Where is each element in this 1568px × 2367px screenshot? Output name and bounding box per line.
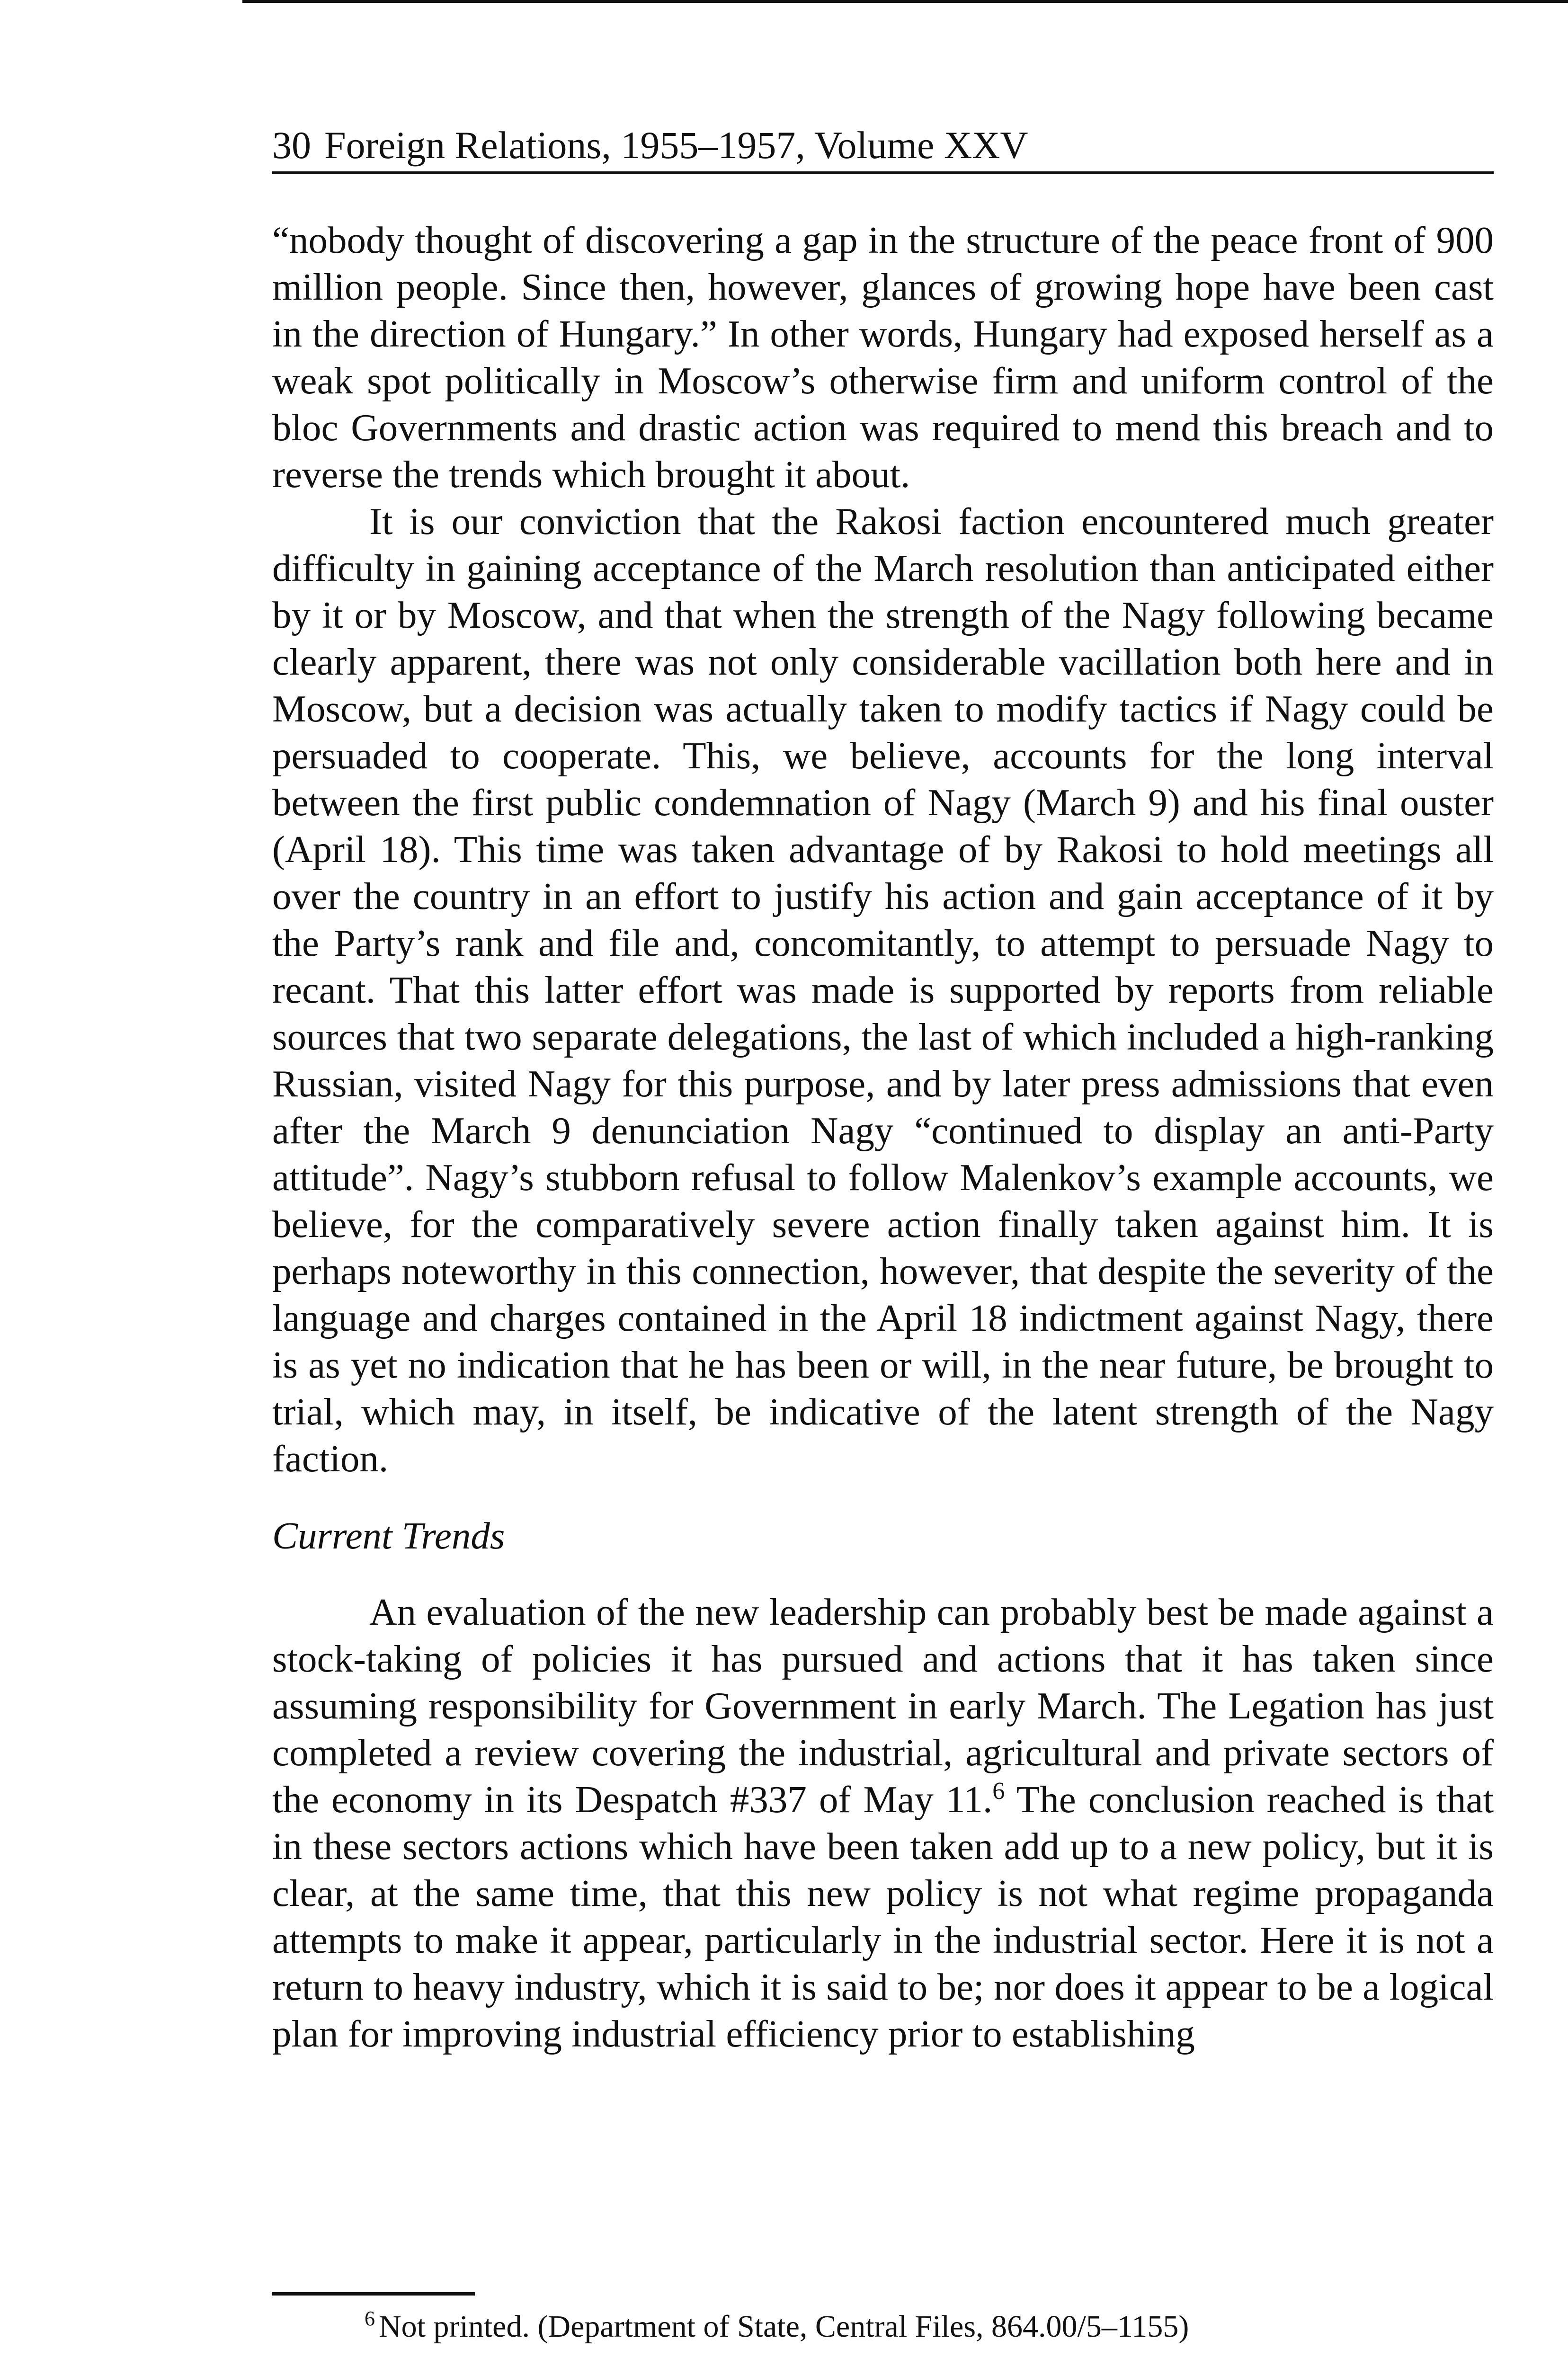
page-number: 30 [272, 124, 311, 167]
footnote-text: Not printed. (Department of State, Central Files, 864.00/5–1155) [379, 2309, 1189, 2344]
paragraph-2: It is our conviction that the Rakosi faction encountered much greater difficulty in gaining acceptance of the March resolution than anticipated either by it or by Moscow, and that when the strength of the Nagy following became clearly apparent, there was not only considerable vacillation both here and in Moscow, but a decision was actually taken to modify tactics if Nagy could be persuaded to cooperate. This, we believe, accounts for the long interval between the first public condemnation of Nagy (March 9) and his final ouster (April 18). This time was taken advantage of by Rakosi to hold meetings all over the country in an effort to justify his action and gain acceptance of it by the Party’s rank and file and, concomitantly, to attempt to persuade Nagy to recant. That this latter effort was made is supported by reports from reliable sources that two separate delegations, the last of which included a high-ranking Russian, visited Nagy for this purpose, and by later press admissions that even after the March 9 denunciation Nagy “continued to display an anti-Party attitude”. Nagy’s stubborn refusal to follow Malenkov’s example accounts, we believe, for the comparatively severe action finally taken against him. It is perhaps noteworthy in this connection, however, that despite the severity of the language and charges contained in the April 18 indictment against Nagy, there is as yet no indication that he has been or will, in the near future, be brought to trial, which may, in itself, be indicative of the latent strength of the Nagy faction. [272, 500, 1494, 1480]
running-head [272, 119, 1494, 174]
footnote [365, 2305, 1453, 2348]
footnote-separator [272, 2292, 475, 2296]
paragraph-3-text-a: An evaluation of the new leadership can probably best be made against a stock-taking of policies it has pursued and actions that it has taken since assuming responsibility for Government in early March. The Legation has just completed a review covering the industrial, agricultural and private sectors of the economy in its Despatch #337 of May 11. [272, 1591, 1494, 1821]
running-head-title: Foreign Relations, 1955–1957, Volume XXV [324, 124, 1028, 167]
paragraph-3 [272, 1589, 1494, 2057]
scan-top-edge-rule [242, 0, 1568, 3]
body-text [272, 217, 1494, 2057]
section-heading: Current Trends [272, 1514, 505, 1557]
paragraph-3-text-b: The conclusion reached is that in these sectors actions which have been taken add up to a new policy, but it is clear, at the same time, that this new policy is not what regime propaganda attempts to make it appear, particularly in the industrial sector. Here it is not a return to heavy industry, which it is said to be; nor does it appear to be a logical plan for improving industrial efficiency prior to establishing [272, 1778, 1494, 2055]
footnote-reference: 6 [992, 1778, 1005, 1805]
paragraph-1: “nobody thought of discovering a gap in the structure of the peace front of 900 million people. Since then, however, glances of growing hope have been cast in the direction of Hungary.” In other words, Hungary had exposed herself as a weak spot politically in Moscow’s otherwise firm and uniform control of the bloc Governments and drastic action was required to mend this breach and to reverse the trends which brought it about. [272, 219, 1494, 496]
footnote-marker: 6 [365, 2307, 375, 2330]
